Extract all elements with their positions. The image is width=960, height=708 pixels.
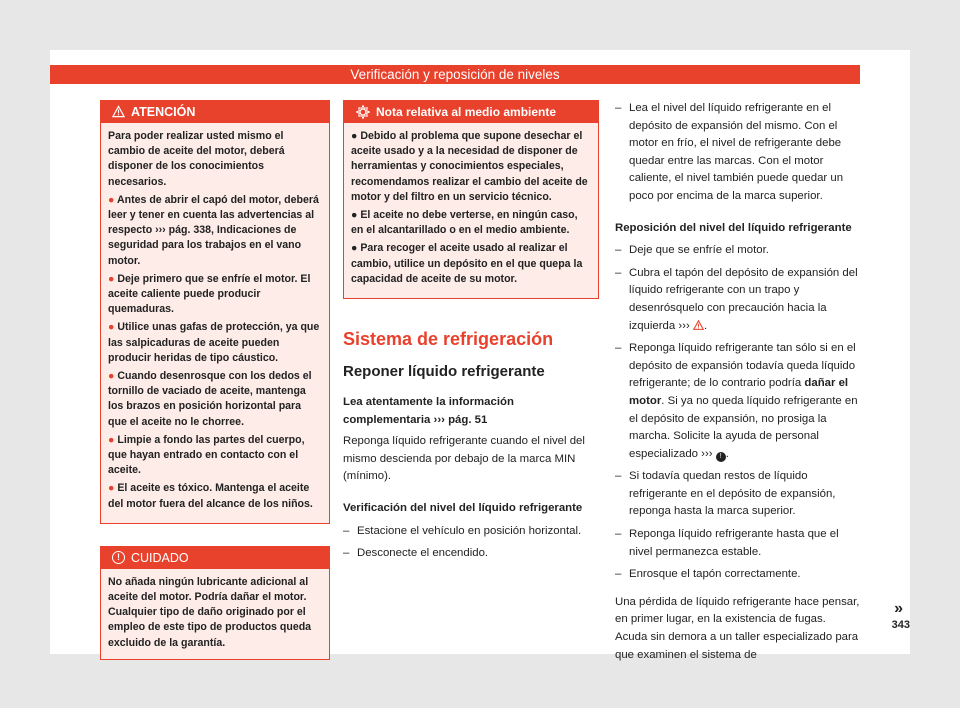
warning-title: ATENCIÓN xyxy=(131,105,196,119)
refill-step: – Deje que se enfríe el motor. xyxy=(615,242,860,260)
intro-text: Reponga líquido refrigerante cuando el nivel del mismo descienda por debajo de la marca MIN (mínimo). xyxy=(343,435,585,483)
page-header: Verificación y reposición de niveles xyxy=(50,65,860,84)
left-column xyxy=(100,100,330,660)
check-step: – Estacione el vehículo en posición horizontal. xyxy=(343,523,599,541)
refill-step: – Reponga líquido refrigerante hasta que el nivel permanezca estable. xyxy=(615,526,860,561)
check-step: – Desconecte el encendido. xyxy=(343,545,599,563)
environment-item: ● Debido al problema que supone desechar el aceite usado y a la necesidad de disponer de herramientas y conocimientos especiales, recomendamos realizar el cambio del aceite de motor y del filtro en un servicio técnico. xyxy=(351,130,588,203)
refill-heading: Reposición del nivel del líquido refrigerante xyxy=(615,221,852,234)
middle-column xyxy=(343,100,599,563)
caution-header xyxy=(101,547,329,569)
environment-header xyxy=(344,101,598,123)
section-title: Sistema de refrigeración xyxy=(343,329,554,350)
warning-item: ● El aceite es tóxico. Mantenga el aceite del motor fuera del alcance de los niños. xyxy=(108,482,313,510)
check-step: – Lea el nivel del líquido refrigerante en el depósito de expansión del mismo. Con el motor en frío, el nivel de refrigerante debe quedar entre las marcas. Con el motor caliente, el nivel también puede quedar un poco por encima de la marca superior. xyxy=(615,100,860,206)
refill-step: – Si todavía quedan restos de líquido refrigerante en el depósito de expansión, reponga hasta la marca superior. xyxy=(615,468,860,521)
closing-text: Una pérdida de líquido refrigerante hace pensar, en primer lugar, en la existencia de fugas. Acuda sin demora a un taller especializado para que examinen el sistema de xyxy=(615,595,860,661)
check-heading: Verificación del nivel del líquido refrigerante xyxy=(343,502,583,514)
environment-item: ● El aceite no debe verterse, en ningún caso, en el alcantarillado o en el medio ambiente. xyxy=(351,209,578,237)
warning-intro: Para poder realizar usted mismo el cambio de aceite del motor, deberá disponer de los conocimientos necesarios. xyxy=(108,130,285,188)
caution-body: No añada ningún lubricante adicional al aceite del motor. Podría dañar el motor. Cualquier tipo de daño originado por el empleo de este tipo de productos queda excluido de la garantía. xyxy=(108,575,312,649)
caution-icon: ! xyxy=(716,452,726,462)
refill-step: – Cubra el tapón del depósito de expansión del líquido refrigerante con un trapo y desenrósquelo con precaución hacia la izquierda ››› . xyxy=(615,265,860,335)
warning-triangle-icon xyxy=(693,320,704,330)
caution-title: CUIDADO xyxy=(131,550,189,565)
environment-leaf-icon xyxy=(356,105,370,119)
warning-item: ● Utilice unas gafas de protección, ya que las salpicaduras de aceite pueden producir heridas de tipo cáustico. xyxy=(108,321,320,364)
environment-item: ● Para recoger el aceite usado al realizar el cambio, utilice un depósito en el que quepa la capacidad de aceite de su motor. xyxy=(351,242,583,285)
warning-body xyxy=(101,123,329,523)
environment-box xyxy=(343,100,599,299)
lead-text: Lea atentamente la información complementaria ››› pág. 51 xyxy=(343,396,514,426)
warning-triangle-icon xyxy=(112,105,125,118)
caution-box xyxy=(100,546,330,660)
warning-item: ● Deje primero que se enfríe el motor. El aceite caliente puede producir quemaduras. xyxy=(108,272,311,316)
refill-step: – Reponga líquido refrigerante tan sólo si en el depósito de expansión todavía queda líquido refrigerante; de lo contrario podría dañar el motor. Si ya no queda líquido refrigerante en el depósito de expansión, no prosiga la marcha. Solicite la ayuda de personal especializado ››› ! . xyxy=(615,340,860,463)
caution-icon: ! xyxy=(112,551,125,564)
warning-item: ● Limpie a fondo las partes del cuerpo, que hayan entrado en contacto con el aceite. xyxy=(108,433,305,477)
next-page-marker: » xyxy=(894,600,903,617)
warning-box xyxy=(100,100,330,524)
page-number: 343 xyxy=(891,619,910,631)
section-subtitle: Reponer líquido refrigerante xyxy=(343,363,545,381)
environment-title: Nota relativa al medio ambiente xyxy=(376,105,557,119)
right-column xyxy=(615,100,860,664)
warning-item: ● Cuando desenrosque con los dedos el tornillo de vaciado de aceite, mantenga los brazos en posición horizontal para que el aceite no le chorree. xyxy=(108,370,312,428)
environment-body xyxy=(344,123,598,298)
warning-header xyxy=(101,101,329,123)
refill-step: – Enrosque el tapón correctamente. xyxy=(615,566,860,584)
warning-item: ● Antes de abrir el capó del motor, deberá leer y tener en cuenta las advertencias al respecto ››› pág. 338, Indicaciones de seguridad para los trabajos en el vano motor. xyxy=(108,193,319,267)
